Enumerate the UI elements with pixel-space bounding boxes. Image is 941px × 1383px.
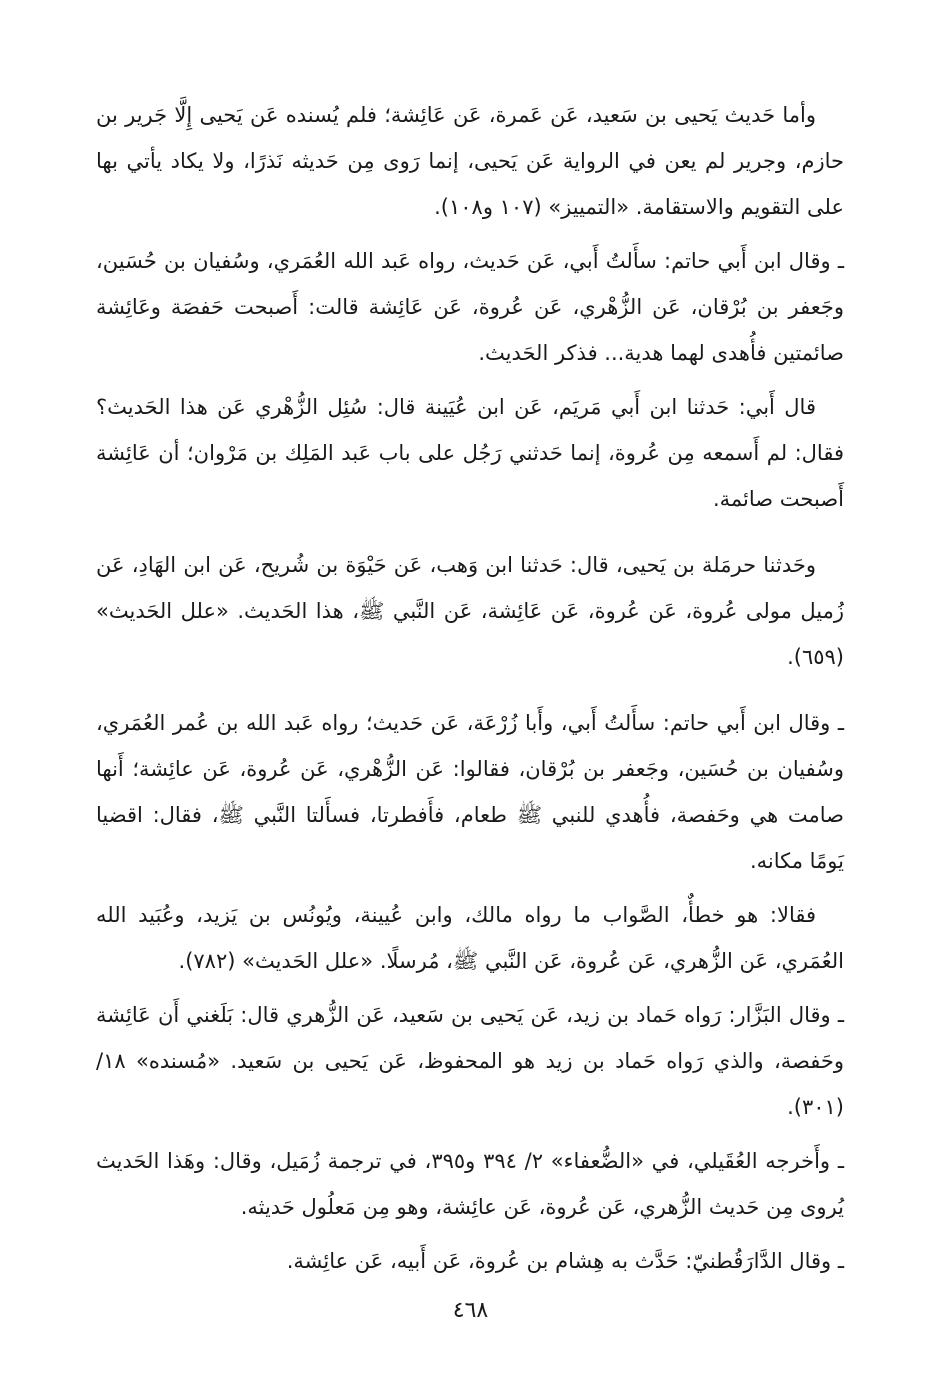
paragraph: وأما حَديث يَحيى بن سَعيد، عَن عَمرة، عَن عَائِشة؛ فلم يُسنده عَن يَحيى إِلَّا جَرير بن حازم، وجرير لم يعن في الرواية عَن يَحيى، إنما رَوى مِن حَديثه نَذرًا، ولا يكاد يأتي بها على التقويم والاستقامة. «التمييز» (١٠٧ و١٠٨). [96, 103, 844, 219]
paragraph: قال أَبي: حَدثنا ابن أَبي مَريَم، عَن ابن عُيَينة قال: سُئِل الزُّهْري عَن هذا الحَديث؟ فقال: لم أَسمعه مِن عُروة، إنما حَدثني رَجُل على باب عَبد المَلِك بن مَرْوان؛ أن عَائِشة أَصبحت صائمة. [96, 395, 844, 511]
paragraph: ـ وقال الدَّارَقُطنيّ: حَدَّث به هِشام بن عُروة، عَن أَبيه، عَن عائِشة. [286, 1249, 844, 1273]
page-body-text [96, 92, 844, 1284]
paragraph: وحَدثنا حرمَلة بن يَحيى، قال: حَدثنا ابن وَهب، عَن حَيْوَة بن شُريح، عَن ابن الهَادِ، عَن زُميل مولى عُروة، عَن عُروة، عَن عَائِشة، عَن النَّبي ﷺ، هذا الحَديث. «علل الحَديث» (٦٥٩). [96, 553, 844, 669]
paragraph: فقالا: هو خطأٌ، الصَّواب ما رواه مالك، وابن عُيينة، ويُونُس بن يَزيد، وعُبَيد الله العُمَري، عَن الزُّهري، عَن عُروة، عَن النَّبي ﷺ، مُرسلًا. «علل الحَديث» (٧٨٢). [96, 903, 844, 973]
paragraph: ـ وأَخرجه العُقَيلي، في «الضُّعفاء» ٢/ ٣٩٤ و٣٩٥، في ترجمة زُمَيل، وقال: وهَذا الحَديث يُروى مِن حَديث الزُّهري، عَن عُروة، عَن عائِشة، وهو مِن مَعلُول حَديثه. [96, 1149, 844, 1219]
paragraph: ـ وقال البَزَّار: رَواه حَماد بن زيد، عَن يَحيى بن سَعيد، عَن الزُّهري قال: بَلَغني أَن عَائِشة وحَفصة، والذي رَواه حَماد بن زيد هو المحفوظ، عَن يَحيى بن سَعيد. «مُسنده» ١٨/ (٣٠١). [96, 1003, 844, 1119]
paragraph: ـ وقال ابن أَبي حاتم: سأَلتُ أَبي، وأَبا زُرْعَة، عَن حَديث؛ رواه عَبد الله بن عُمر العُمَري، وسُفيان بن حُسَين، وجَعفر بن بُرْقان، فقالوا: عَن الزُّهْري، عَن عُروة، عَن عائِشة؛ أَنها صامت هي وحَفصة، فأُهدي للنبي ﷺ طعام، فأَفطرتا، فسأَلتا النَّبي ﷺ، فقال: اقضيا يَومًا مكانه. [96, 711, 844, 873]
page-number: ٤٦٨ [452, 1298, 489, 1323]
paragraph: ـ وقال ابن أَبي حاتم: سأَلتُ أَبي، عَن حَديث، رواه عَبد الله العُمَري، وسُفيان بن حُسَين، وجَعفر بن بُرْقان، عَن الزُّهْري، عَن عُروة، عَن عَائِشة قالت: أَصبحت حَفصَة وعَائِشة صائمتين فأُهدى لهما هدية... فذكر الحَديث. [96, 249, 844, 365]
